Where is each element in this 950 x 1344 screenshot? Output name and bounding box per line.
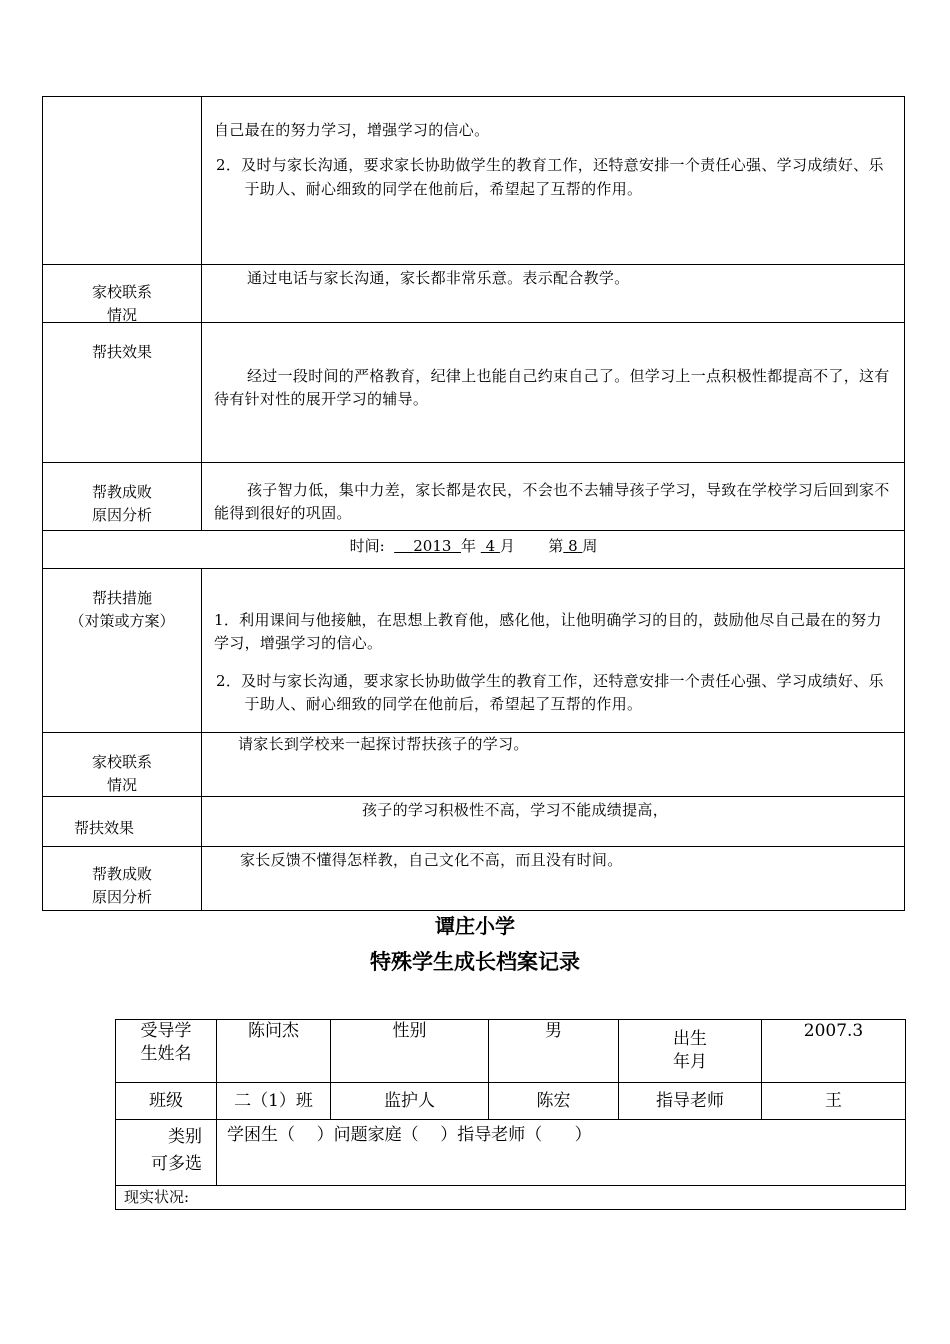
effect-text: 孩子的学习积极性不高，学习不能成绩提高， (362, 801, 669, 819)
success-failure-analysis-label (43, 847, 202, 911)
support-effect-label (43, 797, 202, 847)
student-name-value: 陈问杰 (217, 1020, 331, 1083)
measures-continued-line: 自己最在的努力学习，增强学习的信心。 (214, 121, 490, 139)
label-line: 家校联系 (91, 283, 152, 301)
success-failure-analysis-content (202, 463, 905, 531)
home-school-contact-label (43, 733, 202, 797)
effect-text: 经过一段时间的严格教育，纪律上也能自己约束自己了。但学习上一点积极性都提高不了，这有待有针对性的展开学习的辅导。 (214, 367, 890, 409)
label-line: 年月 (673, 1051, 707, 1072)
week-unit: 周 (582, 537, 598, 555)
class-value: 二（1）班 (217, 1083, 331, 1120)
success-failure-analysis-content (202, 847, 905, 911)
guidance-record-table (42, 96, 905, 911)
label-line: 情况 (106, 306, 137, 325)
school-name: 谭庄小学 (435, 914, 515, 938)
gender-value: 男 (489, 1020, 619, 1083)
teacher-label: 指导老师 (619, 1083, 762, 1120)
label-line: 情况 (106, 776, 137, 795)
month-value: 4 (485, 537, 496, 555)
analysis-text: 家长反馈不懂得怎样教，自己文化不高，而且没有时间。 (240, 851, 623, 869)
measures-label (43, 569, 202, 733)
label-line: 生姓名 (140, 1043, 192, 1064)
guardian-value: 陈宏 (489, 1083, 619, 1120)
month-unit: 月 (499, 537, 515, 555)
time-prefix: 时间: (349, 537, 385, 555)
home-school-contact-content (202, 733, 905, 797)
measures-item-2: 2．及时与家长沟通，要求家长协助做学生的教育工作，还特意安排一个责任心强、学习成绩好、乐于助人、耐心细致的同学在他前后，希望起了互帮的作用。 (216, 671, 884, 713)
week-value: 8 (568, 537, 578, 555)
success-failure-analysis-label (43, 463, 202, 531)
home-school-contact-content (202, 265, 905, 323)
label-line: 帮扶措施 (91, 589, 152, 607)
label-line: 原因分析 (91, 888, 152, 907)
label-line: 受导学 (140, 1021, 192, 1041)
class-label: 班级 (116, 1083, 217, 1120)
gender-label: 性别 (331, 1020, 489, 1083)
measures-label-cell-continued (43, 97, 202, 265)
guardian-label: 监护人 (331, 1083, 489, 1120)
home-school-contact-label (43, 265, 202, 323)
support-effect-content (202, 323, 905, 463)
contact-text: 请家长到学校来一起探讨帮扶孩子的学习。 (238, 735, 529, 753)
student-name-label (116, 1020, 217, 1083)
label-line: 帮扶效果 (91, 343, 152, 361)
label-line: 帮教成败 (91, 483, 152, 501)
label-line: 家校联系 (91, 753, 152, 771)
current-status-label: 现实状况: (116, 1186, 906, 1210)
birth-label (619, 1020, 762, 1083)
support-effect-label (43, 323, 202, 463)
time-row (43, 531, 905, 569)
label-line: 出生 (673, 1029, 707, 1049)
category-options: 学困生（ ）问题家庭（ ）指导老师（ ） (217, 1120, 906, 1186)
year-value: 2013 (413, 537, 452, 555)
analysis-text: 孩子智力低，集中力差，家长都是农民，不会也不去辅导孩子学习，导致在学校学习后回到家不能得到很好的巩固。 (214, 481, 890, 523)
measures-content-continued (202, 97, 905, 265)
label-line: 帮扶效果 (73, 819, 134, 837)
birth-value: 2007.3 (762, 1020, 906, 1083)
record-title: 特殊学生成长档案记录 (370, 950, 580, 974)
label-line: 类别 (168, 1127, 202, 1147)
label-line: 帮教成败 (91, 865, 152, 883)
label-line: 可多选 (151, 1154, 202, 1175)
category-label (116, 1120, 217, 1186)
support-effect-content (202, 797, 905, 847)
measures-content (202, 569, 905, 733)
year-unit: 年 (460, 537, 476, 555)
measures-item-1: 1．利用课间与他接触，在思想上教育他，感化他，让他明确学习的目的，鼓励他尽自己最在的努力学习，增强学习的信心。 (214, 611, 882, 653)
teacher-value: 王 (762, 1083, 906, 1120)
student-profile-table (115, 1019, 906, 1210)
contact-text: 通过电话与家长沟通，家长都非常乐意。表示配合教学。 (247, 269, 630, 287)
label-line: （对策或方案） (69, 612, 175, 631)
week-prefix: 第 (548, 537, 564, 555)
label-line: 原因分析 (91, 506, 152, 525)
measures-item-2: 2．及时与家长沟通，要求家长协助做学生的教育工作，还特意安排一个责任心强、学习成绩好、乐于助人、耐心细致的同学在他前后，希望起了互帮的作用。 (216, 156, 884, 198)
